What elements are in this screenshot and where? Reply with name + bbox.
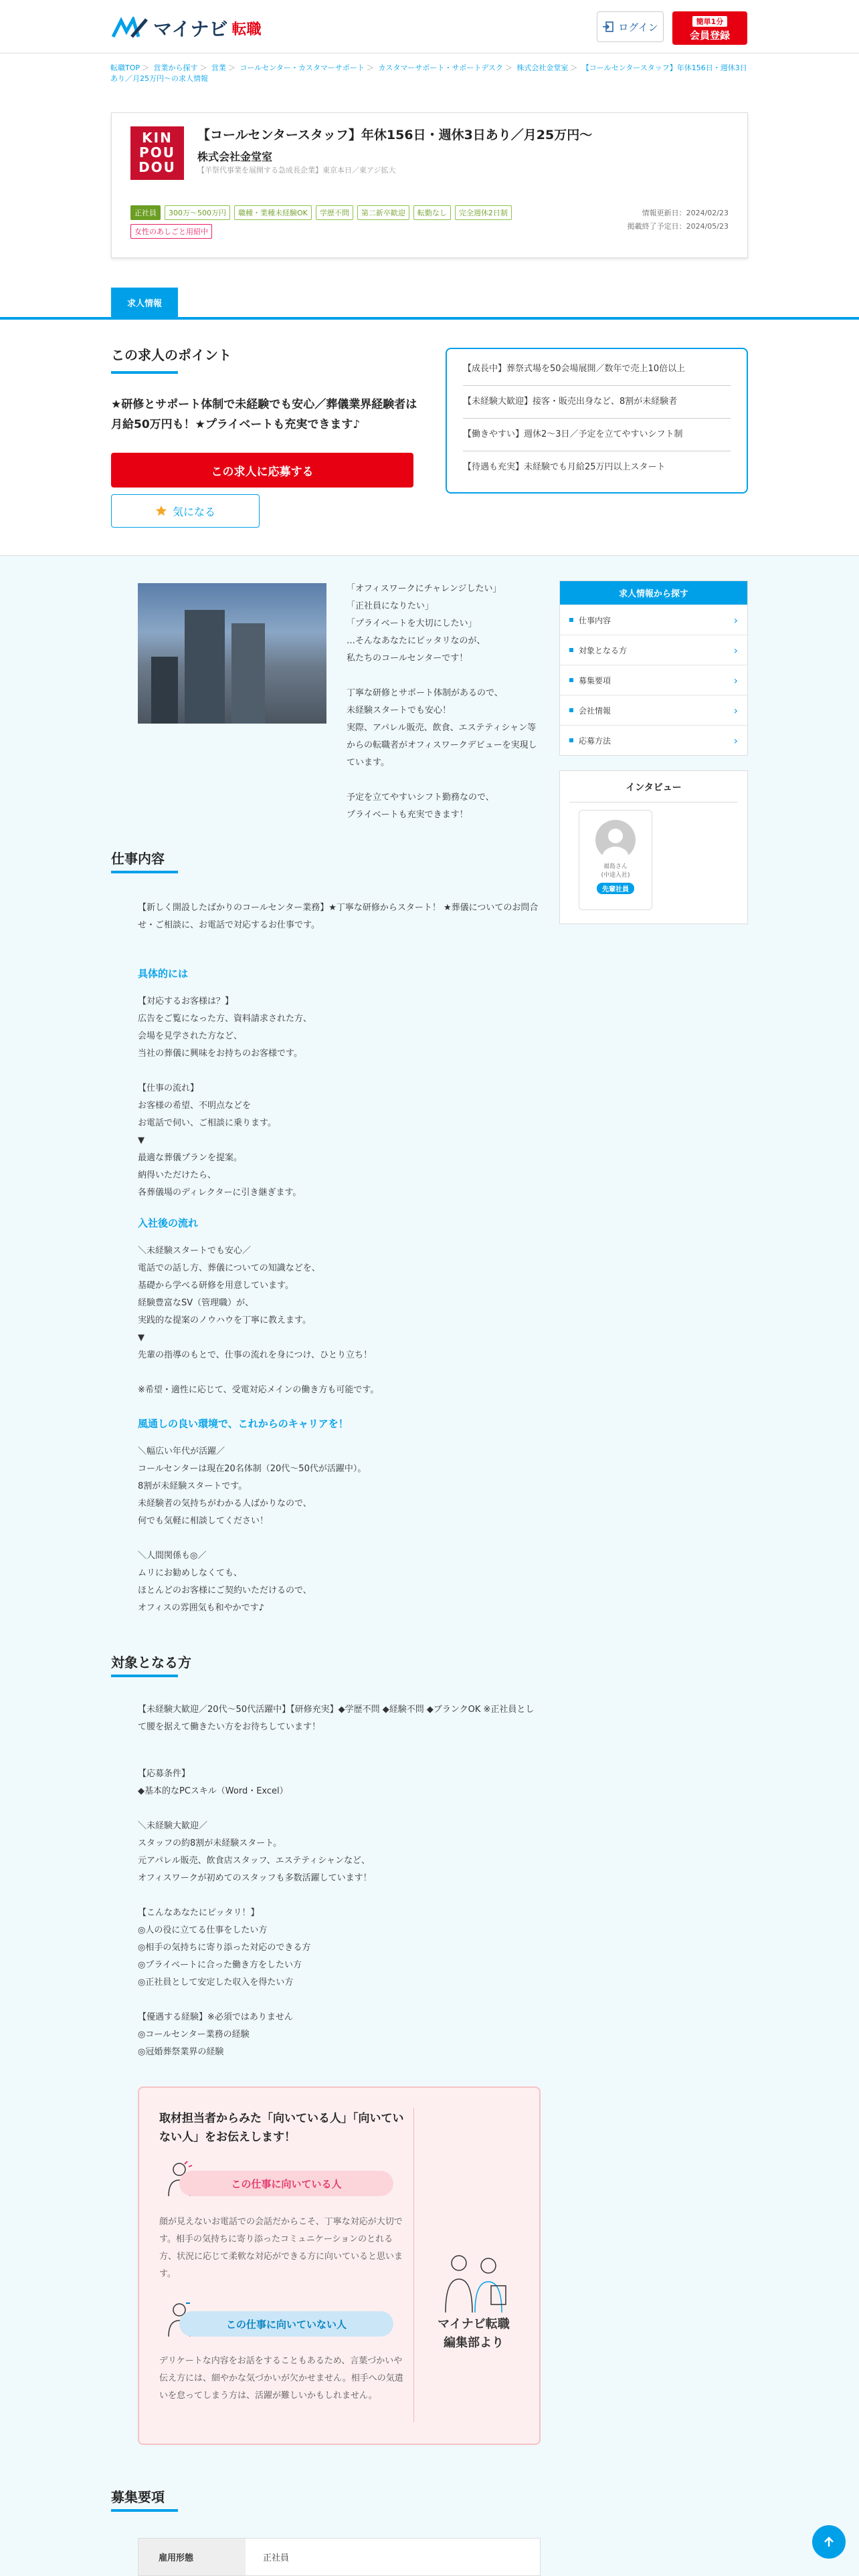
interview-box: [559, 770, 748, 924]
breadcrumb-item[interactable]: カスタマーサポート・サポートデスク: [378, 64, 503, 72]
tag: 完全週休2日制: [455, 205, 512, 220]
company-description: 【羊祭代事業を展開する急成長企業】東京本日／東アジ拡大: [197, 166, 396, 175]
job-tags: [130, 205, 559, 239]
avatar: [595, 820, 636, 860]
tab-bar: [0, 288, 859, 320]
end-date: 掲載終了予定日：2024/05/23: [627, 222, 729, 231]
logo-sub: 転職: [231, 21, 262, 38]
tag: 300万～500万円: [165, 205, 230, 220]
point-item: 【成長中】葬祭式場を50会場展開／数年で売上10倍以上: [463, 353, 731, 386]
site-header: [0, 0, 859, 53]
work-lead: 【新しく開設したばかりのコールセンター業務】★丁寧な研修からスタート！ ★葬儀についてのお問合せ・ご相談に、お電話で対応するお仕事です。: [138, 903, 539, 930]
points-title: この求人のポイント: [111, 347, 231, 363]
chevron-right-icon: ›: [733, 673, 738, 687]
job-title: 【コールセンタースタッフ】年休156日・週休3日あり／月25万円～: [197, 128, 593, 142]
intro-text: 「オフィスワークにチャレンジしたい」 「正社員になりたい」 「プライベートを大切にしたい」 …そんなあなたにピッタリなのが、 私たちのコールセンターです！ 丁寧な研修とサポート体制があるので、 未経験スタートでも安心！ 実際、アパレル販売、飲食、エステティシャン等からの転職者がオフィスワークデビューを実現しています。 予定を立てやすいシフト勤務なので、 プライベートも充実できます！: [347, 584, 537, 820]
section-title-requirements: 募集要項: [111, 2489, 165, 2505]
work-subtitle: 入社後の流れ: [138, 1217, 199, 1229]
star-icon: [155, 505, 167, 517]
chevron-right-icon: ›: [733, 643, 738, 657]
table-value: 正社員: [263, 2553, 290, 2563]
job-summary-card: [111, 112, 748, 258]
breadcrumb-item[interactable]: 転職TOP: [110, 64, 140, 72]
tag: 第二新卒歓迎: [357, 205, 409, 220]
chevron-right-icon: ›: [733, 734, 738, 747]
work-body: 【対応するお客様は？】 広告をご覧になった方、資料請求された方、 会場を見学された方など、 当社の葬儀に興味をお持ちのお客様です。 【仕事の流れ】 お客様の希望、不明点などを お電話で伺い、ご相談に乗ります。 ▼ 最適な葬儀プランを提案。 納得いただけたら、 各葬儀場のディレクターに引き継ぎます。: [138, 996, 312, 1198]
tag: 正社員: [130, 205, 161, 220]
sidebar-item-apply[interactable]: 応募方法 ›: [560, 725, 747, 755]
target-lead: 【未経験大歓迎／20代～50代活躍中】【研修充実】◆学歴不問 ◆経験不問 ◆ブランクOK ※正社員として腰を据えて働きたい方をお待ちしています！: [138, 1705, 535, 1732]
chevron-right-icon: ›: [733, 704, 738, 717]
sidebar-item-requirements[interactable]: 募集要項 ›: [560, 665, 747, 695]
title-underline: [111, 1675, 178, 1677]
updated-date: 情報更新日：2024/02/23: [642, 209, 729, 217]
favorite-button[interactable]: [111, 494, 260, 528]
requirements-table-row: [138, 2538, 541, 2576]
bad-fit-text: デリケートな内容をお話をすることもあるため、言葉づかいや伝え方には、細やかな気づかいが欠かせません。相手への気遣いを怠ってしまう方は、活躍が難しいかもしれません。: [159, 2356, 403, 2401]
work-subtitle: 風通しの良い環境で、これからのキャリアを！: [138, 1418, 349, 1430]
bad-fit-label: この仕事に向いていない人: [179, 2311, 393, 2337]
tag: 職種・業種未経験OK: [234, 205, 312, 220]
title-underline: [111, 871, 178, 873]
good-fit-text: 顔が見えないお電話での会話だからこそ、丁寧な対応が大切です。相手の気持ちに寄り添ったコミュニケーションのとれる方、状況に応じて柔軟な対応ができる方に向いていると思います。: [159, 2217, 403, 2279]
login-icon: [602, 21, 614, 33]
apply-button[interactable]: この求人に応募する: [111, 453, 413, 488]
section-title-target: 対象となる方: [111, 1654, 191, 1671]
target-body: 【応募条件】 ◆基本的なPCスキル（Word・Excel） ＼未経験大歓迎／ スタッフの約8割が未経験スタート。 元アパレル販売、飲食店スタッフ、エステティシャンなど、 オフィスワークが初めてのスタッフも多数活躍しています！ 【こんなあなたにピッタリ！】 ◎人の役に立てる仕事をしたい方 ◎相手の気持ちに寄り添った対応のできる方 ◎プライベートに合った働き方をしたい方 ◎正社員として安定した収入を得たい方 【優遇する経験】※必須ではありません ◎コールセンター業務の経験 ◎冠婚葬祭業界の経験: [138, 1769, 372, 2057]
table-key: 雇用形態: [138, 2539, 246, 2575]
title-underline: [111, 371, 178, 374]
site-logo[interactable]: [112, 15, 261, 41]
interview-badge: 先輩社員: [597, 883, 634, 894]
sidebar-item-company[interactable]: 会社情報 ›: [560, 695, 747, 725]
arrow-up-icon: [822, 2535, 836, 2549]
good-fit-label: この仕事に向いている人: [179, 2171, 393, 2196]
sidebar-nav: [559, 580, 748, 756]
point-item: 【未経験大歓迎】接客・販売出身など、8割が未経験者: [463, 386, 731, 419]
company-logo: KIN POU DOU: [130, 126, 184, 180]
point-item: 【待遇も充実】未経験でも月給25万円以上スタート: [463, 462, 666, 472]
editors-illustration: [434, 2248, 514, 2315]
catch-copy: ★研修とサポート体制で未経験でも安心／葬儀業界経験者は月給50万円も！★プライベートも充実できます♪: [111, 398, 417, 431]
section-title-work: 仕事内容: [111, 851, 165, 867]
tag: 転勤なし: [413, 205, 451, 220]
work-subtitle: 具体的には: [138, 968, 189, 980]
job-dates: [628, 207, 729, 233]
mynavi-logo-icon: [112, 17, 149, 39]
recommend-heading: 取材担当者からみた「向いている人」「向いていない人」をお伝えします！: [159, 2112, 404, 2144]
company-name[interactable]: 株式会社金堂室: [197, 150, 273, 163]
title-underline: [111, 2509, 178, 2512]
work-body: ＼未経験スタートでも安心／ 電話での話し方、葬儀についての知識などを、 基礎から学べる研修を用意しています。 経験豊富なSV（管理職）が、 実践的な提案のノウハウを丁寧に教えます。 ▼ 先輩の指導のもとで、仕事の流れを身につけ、ひとり立ち！ ※希望・適性に応じて、受電対応メインの働き方も可能です。: [138, 1246, 379, 1395]
work-body: ＼幅広い年代が活躍／ コールセンターは現在20名体制（20代～50代が活躍中）。 8割が未経験スタートです。 未経験者の気持ちがわかる人ばかりなので、 何でも気軽に相談してください！ ＼人間関係も◎／ ムリにお勧めしなくても、 ほとんどのお客様にご契約いただけるので、 オフィスの雰囲気も和やかです♪: [138, 1446, 367, 1613]
interview-card[interactable]: [579, 810, 652, 910]
breadcrumb-item[interactable]: 株式会社金堂室: [516, 64, 569, 72]
login-button[interactable]: [597, 11, 664, 42]
back-to-top-button[interactable]: [812, 2525, 846, 2559]
chevron-right-icon: ›: [733, 613, 738, 627]
breadcrumb-item[interactable]: 営業: [211, 64, 227, 72]
breadcrumb-item[interactable]: 営業から探す: [153, 64, 198, 72]
breadcrumb-item[interactable]: コールセンター・カスタマーサポート: [240, 64, 365, 72]
office-building-photo: [138, 583, 326, 724]
sidebar-title: 求人情報から探す: [560, 581, 747, 605]
points-box: [446, 348, 748, 494]
point-item: 【働きやすい】週休2～3日／予定を立てやすいシフト制: [463, 419, 731, 451]
interview-title: インタビュー: [626, 782, 682, 793]
register-badge: 簡単1分: [692, 16, 728, 27]
breadcrumb-current: 【コールセンタースタッフ】年休156日・週休3日あり／月25万円～の求人情報: [110, 64, 747, 83]
logo-text: マイナビ: [153, 18, 228, 40]
login-label: ログイン: [618, 21, 658, 33]
breadcrumb: 転職TOP ＞ 営業から探す ＞ 営業 ＞ コールセンター・カスタマーサポート ＞ カスタマーサポート・サポートデスク ＞ 株式会社金堂室 ＞ 【コールセンタースタッフ】年休156日・週休3日あり／月25万円～の求人情報: [110, 64, 747, 83]
register-label: 会員登録: [689, 29, 730, 41]
favorite-label: 気になる: [172, 505, 215, 518]
tab-job-info[interactable]: 求人情報: [111, 288, 178, 317]
interview-name: 福島さん (中途入社): [601, 863, 630, 879]
sidebar-item-target[interactable]: 対象となる方 ›: [560, 635, 747, 665]
editor-label: マイナビ転職 編集部より: [438, 2317, 510, 2350]
tag: 女性のあしごと用紹中: [130, 224, 212, 239]
register-button[interactable]: [672, 11, 747, 45]
tag: 学歴不問: [316, 205, 353, 220]
editor-recommendation-box: [138, 2086, 541, 2445]
sidebar-item-work[interactable]: 仕事内容 ›: [560, 605, 747, 635]
